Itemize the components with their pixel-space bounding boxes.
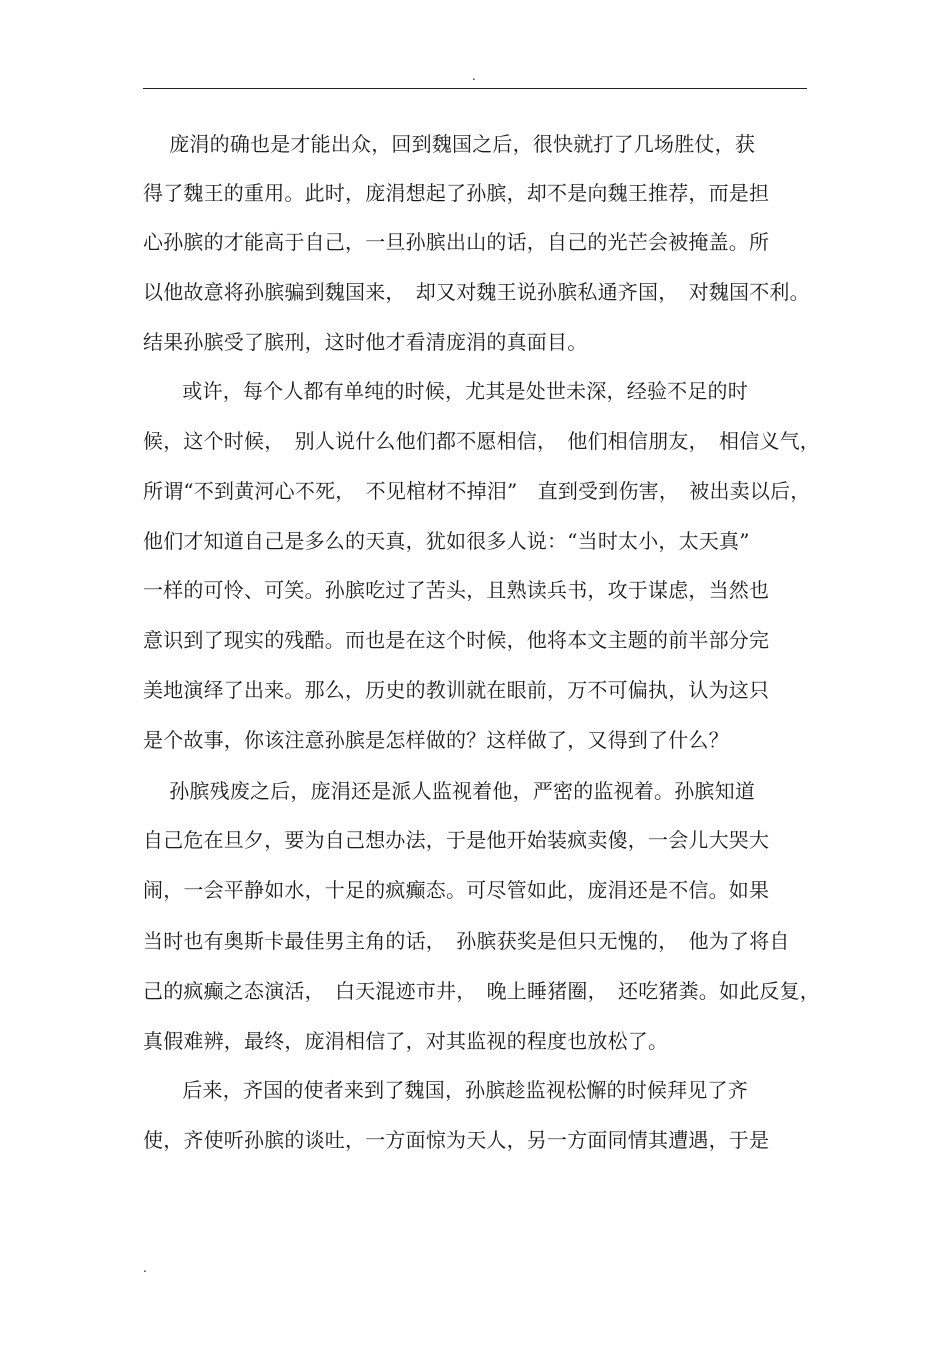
- text-line: 是个故事，你该注意孙膑是怎样做的？这样做了，又得到了什么？: [143, 728, 729, 752]
- text-line: 所谓“不到黄河心不死， 不见棺材不掉泪” 直到受到伤害， 被出卖以后，: [143, 479, 811, 503]
- text-line: 意识到了现实的残酷。而也是在这个时候，他将本文主题的前半部分完: [143, 628, 770, 652]
- text-line: 真假难辨，最终，庞涓相信了，对其监视的程度也放松了。: [143, 1029, 669, 1053]
- text-line: 候，这个时候， 别人说什么他们都不愿相信， 他们相信朋友， 相信义气，: [143, 429, 820, 453]
- text-line: 他们才知道自己是多么的天真，犹如很多人说：“当时太小，太天真”: [143, 529, 750, 553]
- text-line: 己的疯癫之态演活， 白天混迹市井， 晚上睡猪圈， 还吃猪粪。如此反复，: [143, 979, 820, 1003]
- text-line: 庞涓的确也是才能出众，回到魏国之后，很快就打了几场胜仗，获: [143, 132, 756, 156]
- text-line: 使，齐使听孙膑的谈吐，一方面惊为天人，另一方面同情其遭遇，于是: [143, 1128, 770, 1152]
- text-line: 以他故意将孙膑骗到魏国来， 却又对魏王说孙膑私通齐国， 对魏国不利。: [143, 280, 810, 304]
- header-rule: [143, 88, 807, 89]
- text-line: 一样的可怜、可笑。孙膑吃过了苦头，且熟读兵书，攻于谋虑，当然也: [143, 578, 770, 602]
- text-line: 当时也有奥斯卡最佳男主角的话， 孙膑获奖是但只无愧的， 他为了将自: [143, 929, 790, 953]
- header-mark: .: [472, 69, 476, 83]
- text-line: 闹，一会平静如水，十足的疯癫态。可尽管如此，庞涓还是不信。如果: [143, 878, 770, 902]
- footer-mark: .: [143, 1261, 147, 1275]
- text-line: 自己危在旦夕，要为自己想办法，于是他开始装疯卖傻，一会儿大哭大: [143, 828, 770, 852]
- text-line: 得了魏王的重用。此时，庞涓想起了孙膑，却不是向魏王推荐，而是担: [143, 181, 770, 205]
- text-line: 结果孙膑受了膑刑，这时他才看清庞涓的真面目。: [143, 330, 588, 354]
- text-line: 孙膑残废之后，庞涓还是派人监视着他，严密的监视着。孙膑知道: [143, 779, 756, 803]
- text-line: 后来，齐国的使者来到了魏国，孙膑趁监视松懈的时候拜见了齐: [143, 1078, 748, 1102]
- text-line: 心孙膑的才能高于自己，一旦孙膑出山的话，自己的光芒会被掩盖。所: [143, 230, 770, 254]
- text-line: 美地演绎了出来。那么，历史的教训就在眼前，万不可偏执，认为这只: [143, 678, 770, 702]
- text-line: 或许，每个人都有单纯的时候，尤其是处世未深，经验不足的时: [143, 379, 748, 403]
